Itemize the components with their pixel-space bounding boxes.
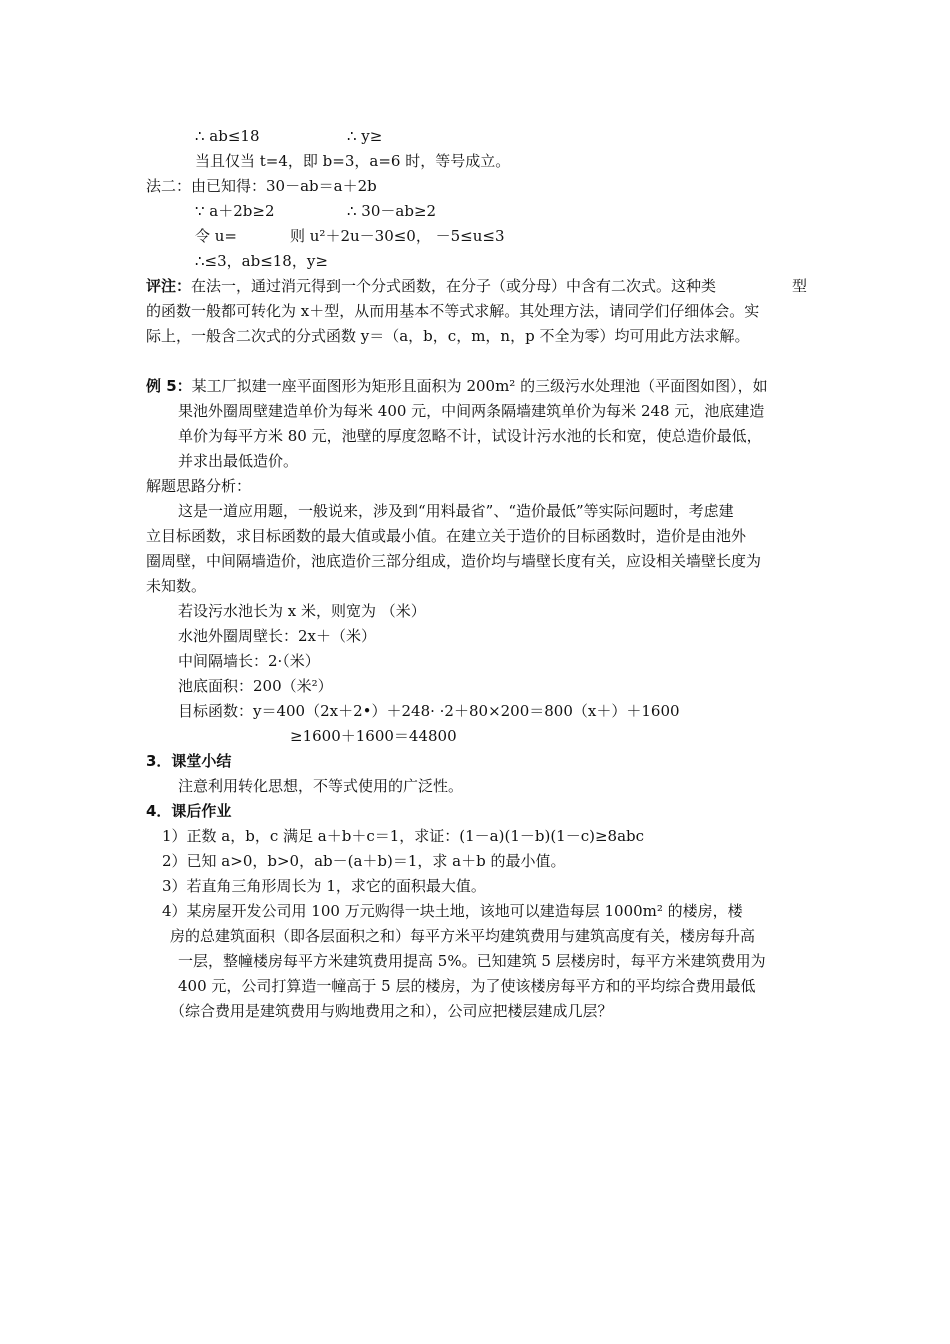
method1-equality: 当且仅当 t=4，即 b=3，a=6 时，等号成立。: [195, 152, 511, 170]
comment-line3: 际上，一般含二次式的分式函数 y＝（a，b，c，m，n，p 不全为零）均可用此方法求解。: [146, 327, 750, 345]
analysis-p4: 未知数。: [146, 577, 207, 595]
homework-q4-line4: 400 元，公司打算造一幢高于 5 层的楼房，为了使该楼房每平方和的平均综合费用最低: [178, 977, 756, 995]
method2-step3: ∴≤3，ab≤18，y≥: [195, 252, 328, 270]
example5-line3: 单价为每平方米 80 元，池壁的厚度忽略不计，试设计污水池的长和宽，使总造价最低，: [178, 427, 762, 445]
homework-q4-line5: （综合费用是建筑费用与购地费用之和），公司应把楼层建成几层？: [170, 1002, 613, 1020]
analysis-s1: 若设污水池长为 x 米，则宽为 （米）: [178, 602, 426, 620]
summary-title: 3．课堂小结: [146, 752, 232, 770]
homework-q2: 2）已知 a>0，b>0，ab－(a＋b)＝1，求 a＋b 的最小值。: [162, 852, 566, 870]
example5-text-1: 某工厂拟建一座平面图形为矩形且面积为 200m² 的三级污水处理池（平面图如图），如: [191, 377, 768, 395]
example5-line2: 果池外圈周壁建造单价为每米 400 元，中间两条隔墙建筑单价为每米 248 元，池底建造: [178, 402, 765, 420]
analysis-p2: 立目标函数，求目标函数的最大值或最小值。在建立关于造价的目标函数时，造价是由池外: [146, 527, 747, 545]
method1-y-line: ∴ y≥: [347, 127, 383, 145]
homework-q4-line3: 一层，整幢楼房每平方米建筑费用提高 5%。已知建筑 5 层楼房时，每平方米建筑费用为: [178, 952, 766, 970]
homework-q1: 1）正数 a，b，c 满足 a＋b＋c＝1，求证：(1－a)(1－b)(1－c)≥8abc: [162, 827, 645, 845]
analysis-s2: 水池外圈周壁长：2x＋（米）: [178, 627, 377, 645]
method2-step2-a: 令 u=: [195, 227, 237, 245]
example5-line1: [146, 374, 768, 398]
analysis-title: 解题思路分析：: [146, 477, 252, 495]
method2-step1-a: ∵ a＋2b≥2: [195, 202, 275, 220]
comment-text-1: 在法一，通过消元得到一个分式函数，在分子（或分母）中含有二次式。这种类: [191, 277, 717, 295]
homework-q4-line2: 房的总建筑面积（即各层面积之和）每平方米平均建筑费用与建筑高度有关，楼房每升高: [170, 927, 756, 945]
analysis-p3: 圈周壁，中间隔墙造价，池底造价三部分组成，造价均与墙壁长度有关，应设相关墙壁长度为: [146, 552, 762, 570]
summary-text: 注意利用转化思想，不等式使用的广泛性。: [178, 777, 464, 795]
analysis-s3: 中间隔墙长：2·（米）: [178, 652, 320, 670]
analysis-s6: ≥1600＋1600＝44800: [290, 727, 457, 745]
method2-step2-b: 则 u²＋2u－30≤0， －5≤u≤3: [290, 227, 505, 245]
analysis-s5: 目标函数：y＝400（2x＋2•）＋248· ·2＋80×200＝800（x＋）＋1600: [178, 702, 680, 720]
homework-q3: 3）若直角三角形周长为 1，求它的面积最大值。: [162, 877, 486, 895]
comment-line2: 的函数一般都可转化为 x＋型，从而用基本不等式求解。其处理方法，请同学们仔细体会。实: [146, 302, 760, 320]
analysis-p1: 这是一道应用题，一般说来，涉及到“用料最省”、“造价最低”等实际问题时，考虑建: [178, 502, 734, 520]
homework-title: 4．课后作业: [146, 802, 232, 820]
example5-line4: 并求出最低造价。: [178, 452, 299, 470]
method2-head: 法二：由已知得：30－ab＝a＋2b: [146, 177, 377, 195]
analysis-s4: 池底面积：200（米²）: [178, 677, 333, 695]
comment-line1-end: 型: [792, 277, 808, 295]
example5-label: 例 5：: [146, 377, 192, 395]
comment-line1: [146, 274, 716, 298]
method1-ab-line: ∴ ab≤18: [195, 127, 260, 145]
method2-step1-b: ∴ 30－ab≥2: [347, 202, 437, 220]
comment-label: 评注：: [146, 277, 192, 295]
homework-q4-line1: 4）某房屋开发公司用 100 万元购得一块土地，该地可以建造每层 1000m² 的楼房，楼: [162, 902, 743, 920]
